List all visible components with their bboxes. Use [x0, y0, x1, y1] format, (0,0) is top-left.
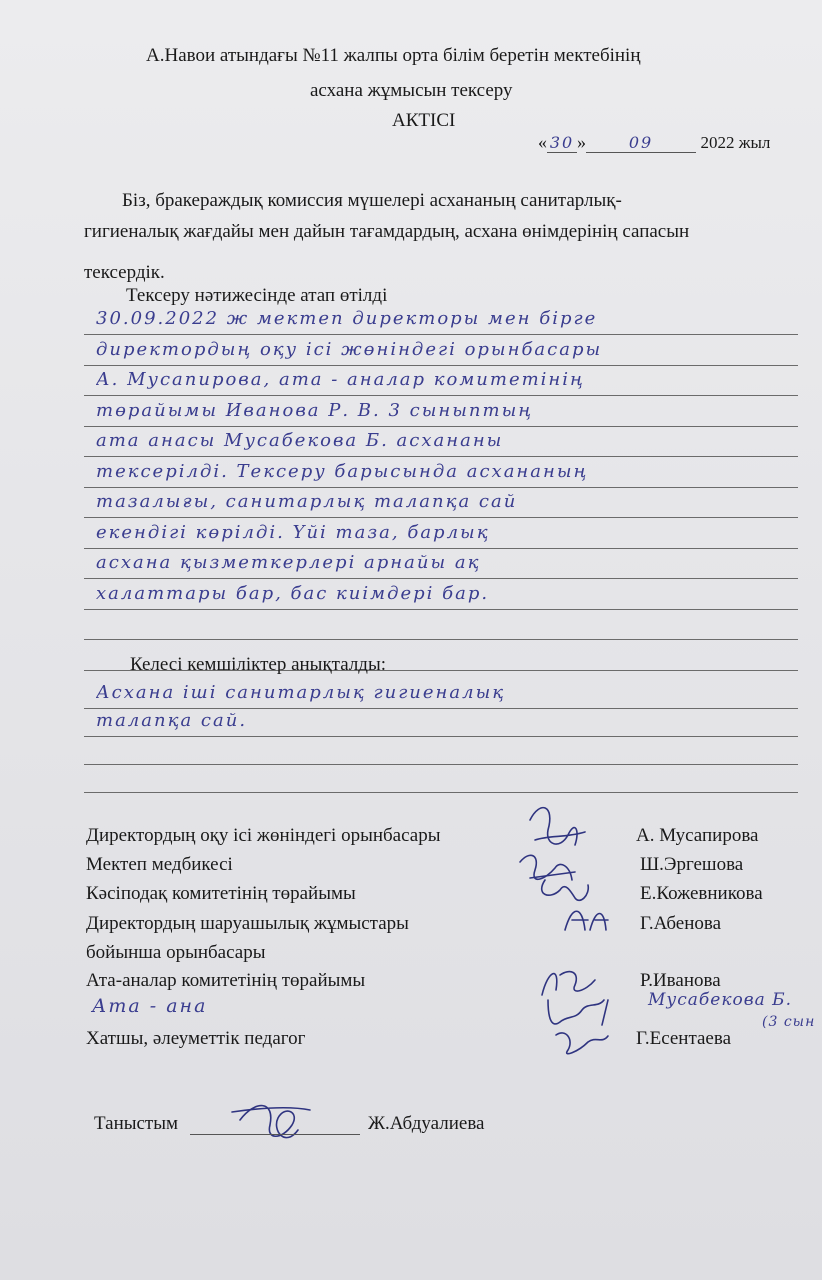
date-month: 09: [586, 133, 696, 153]
results-handwritten-line: ата анасы Мусабекова Б. асхананы: [96, 430, 504, 451]
signatory-name-5: Р.Иванова: [640, 970, 721, 991]
date-year: 2022 жыл: [700, 133, 771, 152]
results-handwritten-line: 30.09.2022 ж мектеп директоры мен бірге: [96, 308, 598, 329]
results-handwritten-line: директордың оқу ісі жөніндегі орынбасары: [96, 338, 603, 360]
defects-handwritten-line: Асхана іші санитарлық гигиеналық: [96, 682, 506, 703]
results-handwritten-line: екендігі көрілді. Үйі таза, барлық: [96, 521, 490, 543]
intro-line-2: гигиеналық жағдайы мен дайын тағамдардың, асхана өнімдерінің сапасын: [84, 221, 690, 242]
signatory-name-1: А. Мусапирова: [636, 825, 759, 846]
header-line-1: А.Навои атындағы №11 жалпы орта білім беретін мектебінің: [146, 45, 641, 66]
results-handwritten-line: төрайымы Иванова Р. В. 3 сыныптың: [96, 399, 534, 421]
intro-line-3: тексердік.: [84, 262, 165, 283]
signatory-role-4: Директордың шаруашылық жұмыстары: [86, 913, 409, 934]
header-line-2: асхана жұмысын тексеру: [310, 80, 513, 101]
signatory-role-3: Кәсіподақ комитетінің төрайымы: [86, 883, 356, 904]
acknowledged-label: Таныстым: [94, 1113, 179, 1134]
date-close-quote: »: [577, 132, 586, 152]
results-handwritten-line: тексерілді. Тексеру барысында асхананың: [96, 460, 589, 482]
signatory-name-6: Г.Есентаева: [636, 1028, 732, 1049]
handwritten-parent-note: Ата - ана: [92, 995, 208, 1017]
results-handwritten-line: А. Мусапирова, ата - аналар комитетінің: [96, 369, 585, 390]
defects-label: Келесі кемшіліктер анықталды:: [130, 654, 387, 675]
intro-line-1: Біз, бракераждық комиссия мүшелері асхананың санитарлық-: [122, 190, 622, 211]
signatory-role-4-line-2: бойынша орынбасары: [86, 942, 266, 963]
acknowledged-signature-line: [190, 1134, 360, 1135]
results-label: Тексеру нәтижесінде атап өтілді: [126, 285, 388, 306]
date-day: 30: [547, 133, 577, 153]
signatory-role-1: Директордың оқу ісі жөніндегі орынбасары: [86, 825, 441, 846]
date-open-quote: «: [538, 132, 547, 152]
results-handwritten-line: тазалығы, санитарлық талапқа сай: [96, 491, 518, 512]
signatory-name-4: Г.Абенова: [640, 913, 722, 934]
handwritten-parent-class: (3 сын: [762, 1014, 816, 1030]
handwritten-parent-name: Мусабекова Б.: [648, 990, 793, 1010]
acknowledged-name: Ж.Абдуалиева: [368, 1113, 485, 1134]
results-handwritten-line: халаттары бар, бас киімдері бар.: [96, 582, 490, 604]
results-handwritten-line: асхана қызметкерлері арнайы ақ: [96, 552, 481, 573]
signatory-name-2: Ш.Эргешова: [640, 854, 744, 875]
signatory-role-5: Ата-аналар комитетінің төрайымы: [86, 970, 366, 991]
signatory-name-3: Е.Кожевникова: [640, 883, 763, 904]
defects-handwritten-line: талапқа сай.: [96, 710, 248, 731]
signatory-role-2: Мектеп медбикесі: [86, 854, 233, 875]
header-title: АКТІСІ: [392, 110, 456, 131]
signatory-role-6: Хатшы, әлеуметтік педагог: [86, 1028, 306, 1049]
